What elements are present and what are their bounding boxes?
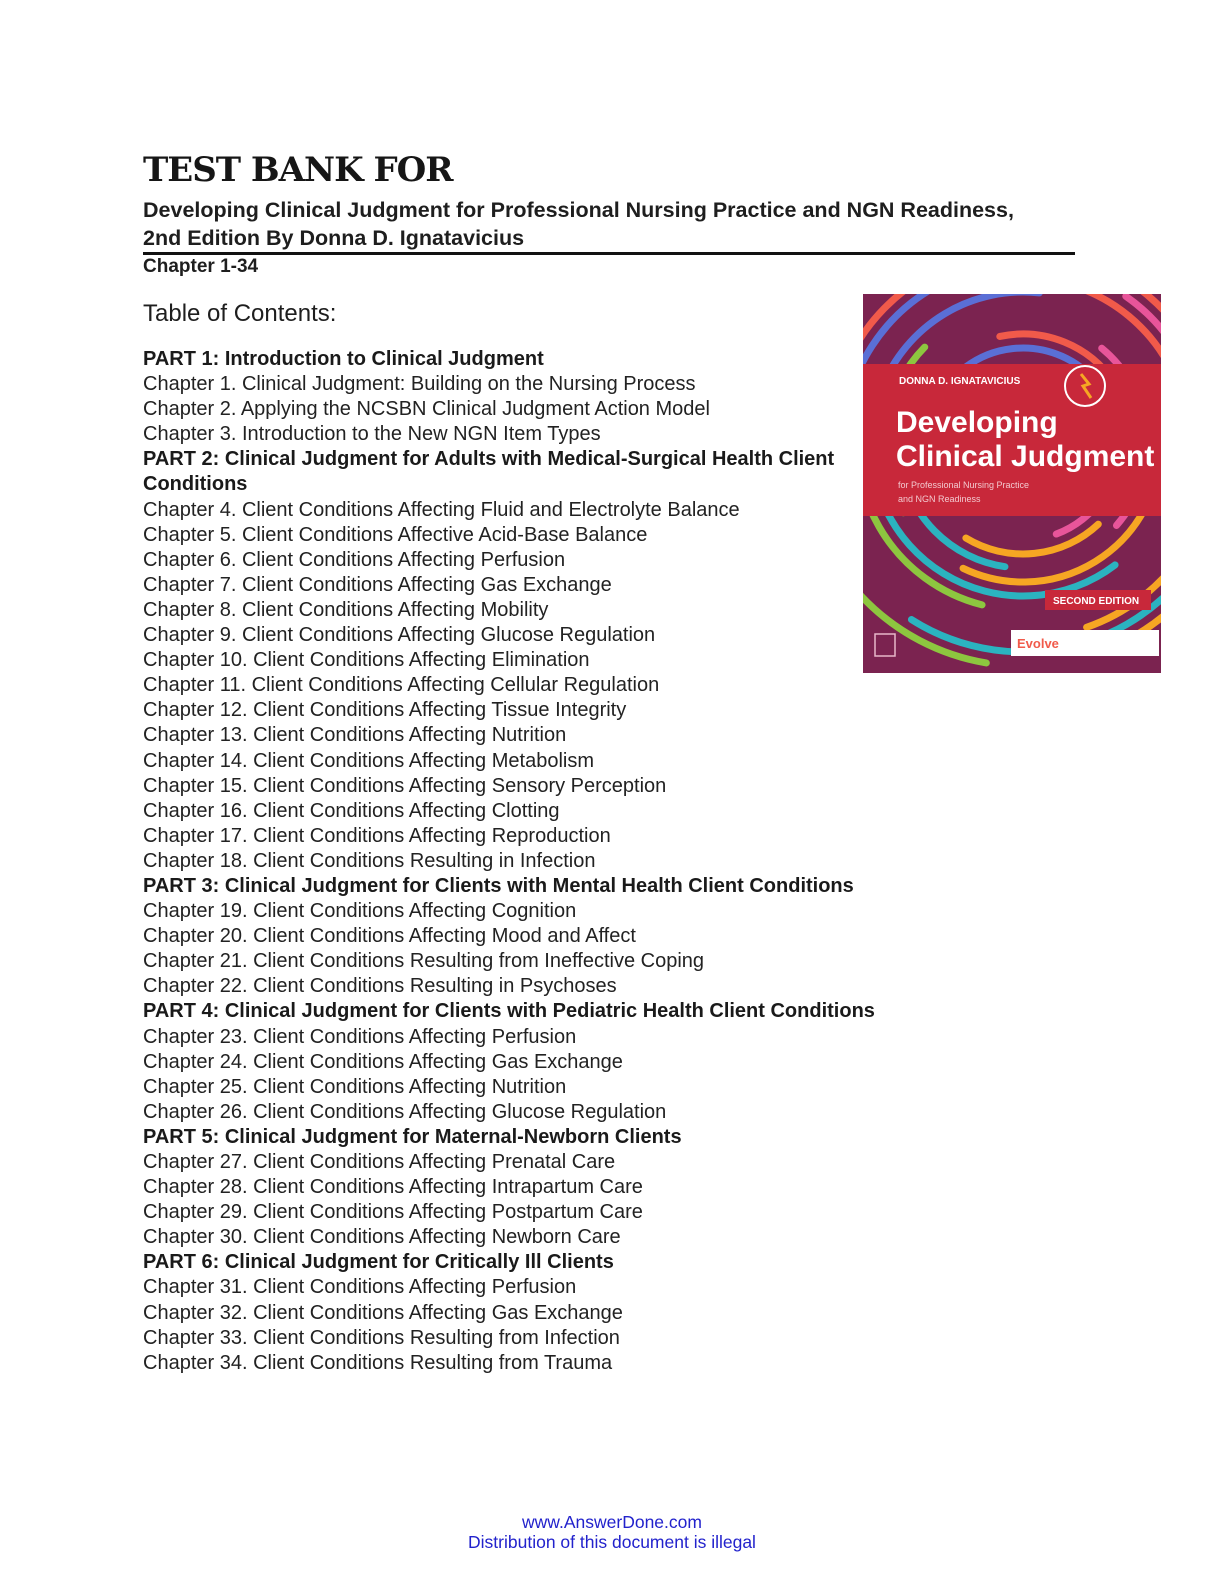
toc-part-heading: PART 4: Clinical Judgment for Clients with Pediatric Health Client Conditions [143, 1000, 875, 1023]
footer-notice: Distribution of this document is illegal [468, 1532, 756, 1552]
toc-chapter-item: Chapter 2. Applying the NCSBN Clinical Judgment Action Model [143, 398, 710, 421]
toc-chapter-item: Chapter 18. Client Conditions Resulting in Infection [143, 849, 596, 872]
toc-chapter-item: Chapter 26. Client Conditions Affecting Glucose Regulation [143, 1100, 667, 1123]
toc-chapter-item: Chapter 10. Client Conditions Affecting Elimination [143, 649, 590, 672]
toc-chapter-item: Chapter 17. Client Conditions Affecting Reproduction [143, 824, 611, 847]
toc-chapter-item: Chapter 8. Client Conditions Affecting Mobility [143, 598, 549, 621]
cover-edition: SECOND EDITION [1053, 596, 1140, 607]
toc-part-heading: PART 6: Clinical Judgment for Critically Ill Clients [143, 1251, 614, 1274]
toc-chapter-item: Chapter 19. Client Conditions Affecting Cognition [143, 900, 577, 923]
table-of-contents [143, 347, 963, 1376]
toc-chapter-item: Chapter 1. Clinical Judgment: Building on the Nursing Process [143, 373, 696, 396]
title-underline [143, 252, 1075, 255]
toc-chapter-item: Chapter 31. Client Conditions Affecting Perfusion [143, 1276, 577, 1299]
toc-chapter-item: Chapter 33. Client Conditions Resulting from Infection [143, 1326, 620, 1349]
toc-chapter-item: Chapter 21. Client Conditions Resulting from Ineffective Coping [143, 950, 705, 973]
toc-chapter-item: Chapter 12. Client Conditions Affecting Tissue Integrity [143, 699, 627, 722]
toc-chapter-item: Chapter 11. Client Conditions Affecting Cellular Regulation [143, 674, 660, 697]
toc-chapter-item: Chapter 14. Client Conditions Affecting Metabolism [143, 749, 594, 772]
toc-chapter-item: Chapter 24. Client Conditions Affecting Gas Exchange [143, 1050, 623, 1073]
toc-chapter-item: Chapter 22. Client Conditions Resulting in Psychoses [143, 975, 617, 998]
book-subtitle: Developing Clinical Judgment for Professional Nursing Practice and NGN Readiness, 2nd Edition By Donna D. Ignatavicius [143, 198, 1014, 250]
toc-chapter-item: Chapter 23. Client Conditions Affecting Perfusion [143, 1025, 577, 1048]
toc-chapter-item: Chapter 3. Introduction to the New NGN Item Types [143, 423, 601, 446]
toc-chapter-item: Chapter 9. Client Conditions Affecting Glucose Regulation [143, 624, 656, 647]
toc-chapter-item: Chapter 32. Client Conditions Affecting Gas Exchange [143, 1301, 623, 1324]
toc-part-heading: PART 5: Clinical Judgment for Maternal-Newborn Clients [143, 1125, 682, 1148]
toc-chapter-item: Chapter 13. Client Conditions Affecting Nutrition [143, 724, 567, 747]
toc-chapter-item: Chapter 16. Client Conditions Affecting Clotting [143, 799, 560, 822]
toc-chapter-item: Chapter 34. Client Conditions Resulting from Trauma [143, 1351, 613, 1374]
toc-chapter-item: Chapter 20. Client Conditions Affecting Mood and Affect [143, 925, 636, 948]
toc-chapter-item: Chapter 5. Client Conditions Affective Acid-Base Balance [143, 523, 648, 546]
toc-chapter-item: Chapter 27. Client Conditions Affecting Prenatal Care [143, 1151, 616, 1173]
document-title: TEST BANK FOR [143, 150, 453, 190]
toc-part-heading: PART 1: Introduction to Clinical Judgment [143, 348, 544, 370]
toc-chapter-item: Chapter 6. Client Conditions Affecting Perfusion [143, 548, 566, 571]
chapter-range: Chapter 1-34 [143, 256, 259, 277]
toc-chapter-item: Chapter 7. Client Conditions Affecting Gas Exchange [143, 573, 612, 596]
toc-chapter-item: Chapter 4. Client Conditions Affecting Fluid and Electrolyte Balance [143, 498, 740, 521]
toc-chapter-item: Chapter 30. Client Conditions Affecting Newborn Care [143, 1226, 621, 1249]
toc-chapter-item: Chapter 25. Client Conditions Affecting Nutrition [143, 1075, 567, 1098]
toc-part-heading: PART 2: Clinical Judgment for Adults with Medical-Surgical Health Client Conditions [143, 448, 835, 496]
toc-chapter-item: Chapter 15. Client Conditions Affecting Sensory Perception [143, 774, 667, 797]
cover-title-line1: Developing [896, 406, 1058, 439]
toc-part-heading: PART 3: Clinical Judgment for Clients with Mental Health Client Conditions [143, 874, 854, 897]
evolve-logo: Evolve [1017, 636, 1059, 651]
cover-subtitle-line1: for Professional Nursing Practice [898, 480, 1030, 490]
toc-heading: Table of Contents: [143, 300, 337, 327]
book-cover-image [863, 294, 1161, 673]
cover-author: DONNA D. IGNATAVICIUS [899, 376, 1021, 387]
cover-subtitle-line2: and NGN Readiness [898, 494, 981, 504]
toc-chapter-item: Chapter 28. Client Conditions Affecting Intrapartum Care [143, 1176, 643, 1199]
cover-title-line2: Clinical Judgment [896, 440, 1155, 473]
footer-url[interactable]: www.AnswerDone.com [522, 1512, 702, 1532]
toc-chapter-item: Chapter 29. Client Conditions Affecting Postpartum Care [143, 1201, 643, 1224]
